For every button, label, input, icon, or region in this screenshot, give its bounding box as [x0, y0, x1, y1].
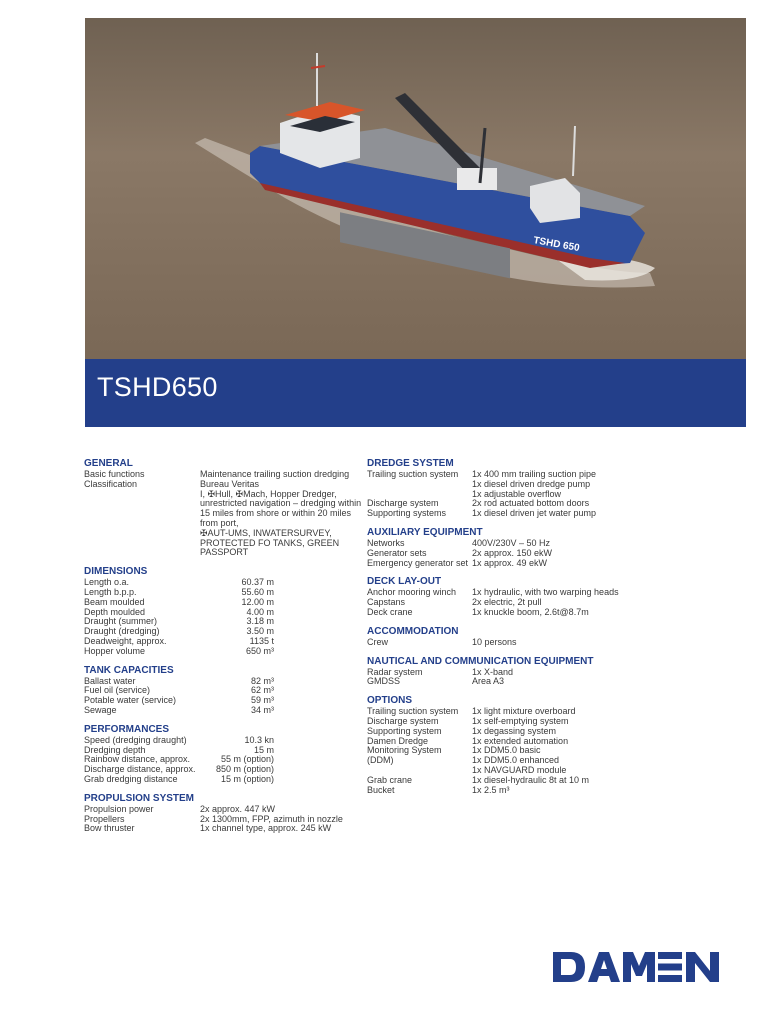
- spec-label: Crew: [367, 636, 389, 647]
- section-auxiliary-equipment: [367, 527, 747, 568]
- spec-value: 1x approx. 49 ekW: [472, 557, 548, 568]
- spec-label: GMDSS: [367, 676, 401, 687]
- spec-value: 2x approx. 150 ekW: [472, 547, 553, 558]
- spec-label: Trailing suction system: [367, 706, 459, 717]
- spec-label: Speed (dredging draught): [84, 734, 187, 745]
- spec-label: Hopper volume: [84, 645, 146, 656]
- hull-name: TSHD 650: [532, 235, 581, 255]
- section-options: [367, 695, 747, 795]
- spec-row: [367, 470, 747, 499]
- spec-value: Area A3: [472, 676, 505, 687]
- spec-label: Propellers: [84, 813, 125, 824]
- spec-row: [367, 746, 747, 775]
- spec-label: Supporting system: [367, 725, 442, 736]
- spec-label: Depth moulded: [84, 606, 146, 617]
- spec-value: 1x self-emptying system: [472, 715, 569, 726]
- spec-row: [84, 696, 364, 706]
- spec-label: Networks: [367, 537, 405, 548]
- spec-label: Draught (dredging): [84, 626, 160, 637]
- spec-value: 55 m (option): [220, 754, 274, 765]
- spec-label: Supporting systems: [367, 508, 447, 519]
- spec-value: 2x 1300mm, FPP, azimuth in nozzle: [200, 813, 343, 824]
- spec-value: 1x diesel-hydraulic 8t at 10 m: [472, 774, 590, 785]
- spec-label: Anchor mooring winch: [367, 587, 457, 598]
- spec-row: [367, 638, 747, 648]
- section-heading: DREDGE SYSTEM: [367, 458, 454, 469]
- section-deck-lay-out: [367, 576, 747, 617]
- title-band: [85, 359, 746, 427]
- spec-value: 1x light mixture overboard: [472, 706, 576, 717]
- spec-label: Ballast water: [84, 675, 136, 686]
- spec-row: [367, 559, 747, 569]
- spec-row: [367, 677, 747, 687]
- page-title: TSHD650: [97, 372, 218, 402]
- section-propulsion-system: [84, 793, 364, 834]
- section-general: [84, 458, 364, 558]
- spec-row: [367, 509, 747, 519]
- spec-row: [367, 588, 747, 598]
- spec-label: Generator sets: [367, 547, 427, 558]
- spec-value: 2x approx. 447 kW: [200, 803, 276, 814]
- section-heading: TANK CAPACITIES: [84, 664, 174, 676]
- vessel-photo: [85, 18, 746, 359]
- spec-label: Damen Dredge: [367, 735, 429, 746]
- spec-label: Draught (summer): [84, 616, 158, 627]
- spec-value: 650 m³: [245, 645, 274, 656]
- spec-label: Deck crane: [367, 606, 413, 617]
- spec-label: Classification: [84, 478, 138, 489]
- spec-value: 3.50 m: [246, 626, 274, 637]
- spec-label: Monitoring System (DDM): [367, 745, 442, 766]
- spec-row: [367, 608, 747, 618]
- spec-label: Capstans: [367, 597, 406, 608]
- spec-value: 60.37 m: [241, 577, 274, 588]
- spec-value: 1x 2.5 m³: [472, 784, 510, 795]
- section-heading: DECK LAY-OUT: [367, 576, 442, 588]
- section-heading: OPTIONS: [367, 695, 413, 707]
- spec-row: [84, 706, 364, 716]
- spec-row: [84, 824, 364, 834]
- spec-value: 62 m³: [250, 685, 274, 696]
- spec-label: Emergency generator set: [367, 557, 469, 568]
- spec-label: Grab dredging distance: [84, 773, 178, 784]
- section-tank-capacities: [84, 665, 364, 716]
- crane-cab: [457, 168, 497, 190]
- spec-label: Bucket: [367, 784, 395, 795]
- spec-label: Potable water (service): [84, 695, 177, 706]
- spec-column-right: [367, 455, 747, 803]
- spec-value: 2x electric, 2t pull: [472, 597, 542, 608]
- spec-value: 1x extended automation: [472, 735, 569, 746]
- spec-value: 3.18 m: [246, 616, 274, 627]
- section-nautical-and-communication-equipment: [367, 656, 747, 688]
- section-heading: NAUTICAL AND COMMUNICATION EQUIPMENT: [367, 655, 594, 667]
- spec-value: 400V/230V – 50 Hz: [472, 537, 551, 548]
- spec-value: 1x diesel driven jet water pump: [472, 508, 597, 519]
- spec-label: Discharge system: [367, 715, 439, 726]
- spec-value: 1x channel type, approx. 245 kW: [200, 823, 332, 834]
- spec-value: 1x knuckle boom, 2.6t@8.7m: [472, 606, 589, 617]
- spec-label: Rainbow distance, approx.: [84, 754, 191, 765]
- spec-value: 2x rod actuated bottom doors: [472, 498, 590, 509]
- spec-label: Discharge distance, approx.: [84, 764, 196, 775]
- spec-value: 10 persons: [472, 636, 517, 647]
- section-heading: PERFORMANCES: [84, 723, 170, 735]
- section-heading: GENERAL: [84, 458, 133, 469]
- spec-value: 4.00 m: [246, 606, 274, 617]
- spec-row: [84, 775, 364, 785]
- spec-value: Maintenance trailing suction dredging: [200, 469, 350, 479]
- spec-label: Fuel oil (service): [84, 685, 151, 696]
- spec-label: Beam moulded: [84, 596, 145, 607]
- spec-value: 10.3 kn: [244, 734, 274, 745]
- spec-value: 59 m³: [250, 695, 274, 706]
- spec-label: Trailing suction system: [367, 469, 459, 479]
- spec-row: [84, 647, 364, 657]
- spec-value: 850 m (option): [215, 764, 274, 775]
- spec-label: Sewage: [84, 704, 117, 715]
- spec-value: 55.60 m: [241, 586, 274, 597]
- spec-value: 15 m: [253, 744, 274, 755]
- section-dimensions: [84, 566, 364, 656]
- spec-column-left: [84, 455, 364, 842]
- section-heading: AUXILIARY EQUIPMENT: [367, 526, 483, 538]
- spec-value: 34 m³: [250, 704, 274, 715]
- spec-row: [367, 668, 747, 678]
- spec-label: Dredging depth: [84, 744, 146, 755]
- spec-value: Bureau Veritas I, ✠Hull, ✠Mach, Hopper Dredger, unrestricted navigation – dredging within 15 miles from shore or within 20 miles from port, ✠AUT-UMS, INWATERSURVEY, PROTECTED FO TANKS, GREEN PASSPORT: [200, 478, 362, 558]
- spec-value: 1x degassing system: [472, 725, 557, 736]
- spec-label: Discharge system: [367, 498, 439, 509]
- spec-value: 15 m (option): [220, 773, 274, 784]
- section-dredge-system: [367, 458, 747, 519]
- spec-value: 1x 400 mm trailing suction pipe 1x diesel driven dredge pump 1x adjustable overflow: [472, 469, 597, 499]
- spec-value: 1x X-band: [472, 666, 514, 677]
- section-heading: ACCOMMODATION: [367, 625, 459, 637]
- spec-value: 1x DDM5.0 basic 1x DDM5.0 enhanced 1x NAVGUARD module: [472, 745, 567, 775]
- section-accommodation: [367, 626, 747, 648]
- spec-row: [84, 480, 364, 558]
- spec-value: 82 m³: [250, 675, 274, 686]
- spec-label: Length b.p.p.: [84, 586, 137, 597]
- spec-row: [367, 776, 747, 786]
- spec-label: Grab crane: [367, 774, 413, 785]
- spec-value: 12.00 m: [241, 596, 274, 607]
- section-heading: PROPULSION SYSTEM: [84, 792, 195, 804]
- spec-label: Length o.a.: [84, 577, 130, 588]
- spec-label: Bow thruster: [84, 823, 135, 834]
- vessel-illustration: [85, 18, 746, 359]
- section-heading: DIMENSIONS: [84, 566, 148, 578]
- damen-logo: [553, 950, 721, 984]
- spec-label: Deadweight, approx.: [84, 635, 167, 646]
- spec-value: 1135 t: [249, 635, 274, 646]
- spec-label: Propulsion power: [84, 803, 154, 814]
- spec-label: Radar system: [367, 666, 423, 677]
- spec-label: Basic functions: [84, 469, 145, 479]
- spec-value: 1x hydraulic, with two warping heads: [472, 587, 619, 598]
- spec-row: [367, 786, 747, 796]
- section-performances: [84, 724, 364, 785]
